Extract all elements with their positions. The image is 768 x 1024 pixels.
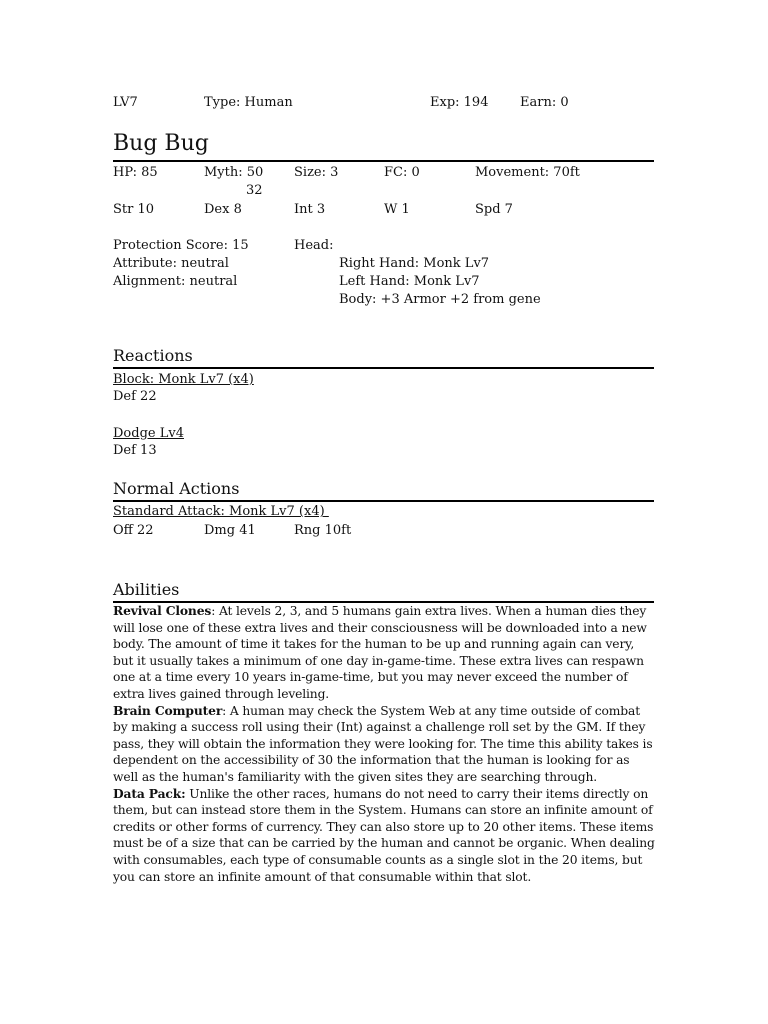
protection-score: Protection Score: 15 <box>113 238 249 253</box>
head-slot: Head: <box>294 238 334 253</box>
right-hand-slot: Right Hand: Monk Lv7 <box>339 256 490 271</box>
exp-label: Exp: 194 <box>430 95 489 110</box>
stat-size: Size: 3 <box>294 165 339 180</box>
ability-separator: : <box>222 703 230 718</box>
stat-int: Int 3 <box>294 202 326 217</box>
normal-actions-heading: Normal Actions <box>113 479 240 498</box>
alignment-label: Alignment: neutral <box>113 274 238 289</box>
ability-name: Revival Clones <box>113 603 212 618</box>
ability-brain-computer <box>113 703 655 786</box>
stat-w: W 1 <box>384 202 410 217</box>
ability-text: A human may check the System Web at any time outside of combat by making a success roll using their (Int) against a challenge roll set by the GM. If they pass, they will obtain the information they were looking for. The time this ability takes is dependent on the accessibility of 30 the information that the human is looking for as well as the human's familiarity with the given sites they are searching through. <box>113 703 653 784</box>
dodge-reaction-title: Dodge Lv4 <box>113 426 184 441</box>
normal-actions-rule <box>113 500 654 502</box>
reactions-rule <box>113 367 654 369</box>
attack-dmg: Dmg 41 <box>204 523 256 538</box>
abilities-heading: Abilities <box>113 580 180 599</box>
stat-myth-sub: 32 <box>246 183 263 198</box>
block-reaction-def: Def 22 <box>113 389 157 404</box>
title-rule <box>113 160 654 162</box>
attack-rng: Rng 10ft <box>294 523 352 538</box>
ability-revival-clones <box>113 603 655 703</box>
dodge-reaction-def: Def 13 <box>113 443 157 458</box>
stat-hp: HP: 85 <box>113 165 158 180</box>
attribute-label: Attribute: neutral <box>113 256 229 271</box>
reactions-heading: Reactions <box>113 346 193 365</box>
ability-text: At levels 2, 3, and 5 humans gain extra lives. When a human dies they will lose one of these extra lives and their consciousness will be downloaded into a new body. The amount of time it takes for the human to be up and running again can very, but it usually takes a minimum of one day in-game-time. These extra lives can respawn one at a time every 10 years in-game-time, but you may never exceed the number of extra lives gained through leveling. <box>113 604 647 701</box>
stat-myth: Myth: 50 <box>204 165 264 180</box>
stat-spd: Spd 7 <box>475 202 513 217</box>
stat-fc: FC: 0 <box>384 165 420 180</box>
attack-off: Off 22 <box>113 523 154 538</box>
level-label: LV7 <box>113 95 138 110</box>
ability-name: Brain Computer <box>113 702 223 718</box>
left-hand-slot: Left Hand: Monk Lv7 <box>339 274 480 289</box>
block-reaction-title: Block: Monk Lv7 (x4) <box>113 372 254 387</box>
stat-str: Str 10 <box>113 202 155 217</box>
character-name: Bug Bug <box>113 131 209 156</box>
ability-data-pack <box>113 786 655 886</box>
body-slot: Body: +3 Armor +2 from gene <box>339 292 541 307</box>
abilities-list <box>113 603 655 885</box>
ability-name: Data Pack: <box>113 785 186 801</box>
ability-text: Unlike the other races, humans do not need to carry their items directly on them, but can instead store them in the System. Humans can store an infinite amount of credits or other forms of currency. They can also store up to 20 other items. These items must be of a size that can be carried by the human and cannot be organic. When dealing with consumables, each type of consumable counts as a single slot in the 20 items, but you can store an infinite amount of that consumable within that slot. <box>113 786 655 884</box>
type-label: Type: Human <box>204 95 293 110</box>
stat-dex: Dex 8 <box>204 202 242 217</box>
ability-separator: : <box>211 604 219 618</box>
standard-attack-title: Standard Attack: Monk Lv7 (x4) <box>113 504 329 519</box>
stat-movement: Movement: 70ft <box>475 165 580 180</box>
earn-label: Earn: 0 <box>520 95 569 110</box>
